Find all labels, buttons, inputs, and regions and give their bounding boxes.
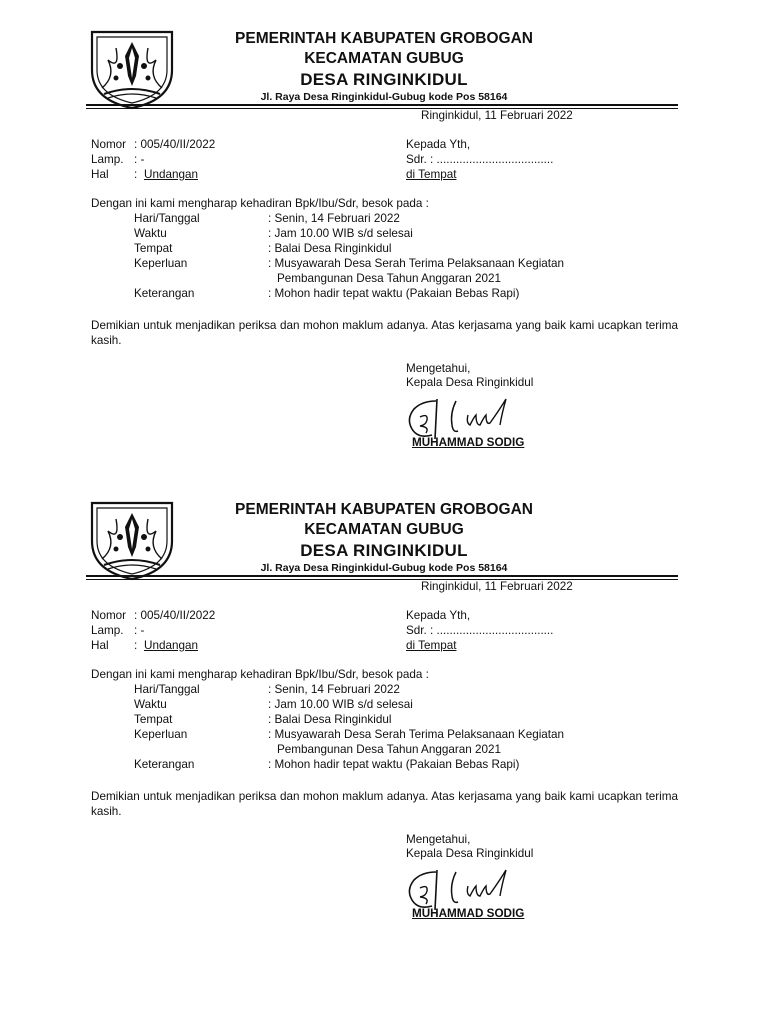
signature-acknowledged: Mengetahui,: [406, 362, 471, 375]
detail-label: Keterangan: [134, 287, 195, 300]
hal-colon: :: [134, 168, 138, 181]
lamp-value: : -: [134, 624, 145, 637]
header-village: DESA RINGINKIDUL: [300, 70, 468, 89]
closing-paragraph: Demikian untuk menjadikan periksa dan mohon maklum adanya. Atas kerjasama yang baik kami ucapkan terima kasih.: [91, 319, 678, 347]
nomor-value: : 005/40/II/2022: [134, 609, 216, 622]
signatory-name: MUHAMMAD SODIG: [412, 436, 525, 449]
header-address: Jl. Raya Desa Ringinkidul-Gubug kode Pos 58164: [260, 562, 508, 574]
nomor-label: Nomor: [91, 609, 127, 622]
regency-emblem-icon: [86, 26, 178, 112]
header-rule-thin: [86, 108, 678, 109]
hal-value: Undangan: [144, 168, 198, 181]
header-village: DESA RINGINKIDUL: [300, 541, 468, 560]
intro-text: Dengan ini kami mengharap kehadiran Bpk/Ibu/Sdr, besok pada :: [91, 668, 429, 681]
place-date: Ringinkidul, 11 Februari 2022: [421, 580, 573, 593]
intro-text: Dengan ini kami mengharap kehadiran Bpk/Ibu/Sdr, besok pada :: [91, 197, 429, 210]
invitation-letter: [0, 0, 768, 470]
lamp-label: Lamp.: [91, 153, 124, 166]
detail-label: Hari/Tanggal: [134, 212, 200, 225]
detail-value: : Balai Desa Ringinkidul: [268, 713, 392, 726]
detail-label: Keperluan: [134, 257, 188, 270]
regency-emblem-icon: [86, 497, 178, 583]
hal-value: Undangan: [144, 639, 198, 652]
detail-value: : Musyawarah Desa Serah Terima Pelaksanaan Kegiatan: [268, 728, 565, 741]
header-government: PEMERINTAH KABUPATEN GROBOGAN: [235, 30, 533, 47]
signature-title: Kepala Desa Ringinkidul: [406, 847, 534, 860]
detail-value: : Jam 10.00 WIB s/d selesai: [268, 698, 413, 711]
hal-colon: :: [134, 639, 138, 652]
header-address: Jl. Raya Desa Ringinkidul-Gubug kode Pos 58164: [260, 91, 508, 103]
header-rule-thick: [86, 104, 678, 106]
nomor-label: Nomor: [91, 138, 127, 151]
nomor-value: : 005/40/II/2022: [134, 138, 216, 151]
detail-value: : Musyawarah Desa Serah Terima Pelaksanaan Kegiatan: [268, 257, 565, 270]
detail-value: : Senin, 14 Februari 2022: [268, 212, 400, 225]
invitation-letter: [0, 471, 768, 941]
detail-value: : Mohon hadir tepat waktu (Pakaian Bebas Rapi): [268, 758, 520, 771]
detail-label: Tempat: [134, 713, 173, 726]
detail-value: : Senin, 14 Februari 2022: [268, 683, 400, 696]
recipient-name: Sdr. : ....................................: [406, 153, 554, 166]
lamp-label: Lamp.: [91, 624, 124, 637]
detail-label: Tempat: [134, 242, 173, 255]
hal-label: Hal: [91, 168, 109, 181]
recipient-name: Sdr. : ....................................: [406, 624, 554, 637]
detail-value: : Mohon hadir tepat waktu (Pakaian Bebas Rapi): [268, 287, 520, 300]
closing-paragraph: Demikian untuk menjadikan periksa dan mohon maklum adanya. Atas kerjasama yang baik kami ucapkan terima kasih.: [91, 790, 678, 818]
detail-value-continued: Pembangunan Desa Tahun Anggaran 2021: [277, 743, 501, 756]
detail-label: Waktu: [134, 227, 167, 240]
signature-acknowledged: Mengetahui,: [406, 833, 471, 846]
header-rule-thick: [86, 575, 678, 577]
detail-label: Keperluan: [134, 728, 188, 741]
recipient-greeting: Kepada Yth,: [406, 609, 471, 622]
signatory-name: MUHAMMAD SODIG: [412, 907, 525, 920]
header-district: KECAMATAN GUBUG: [304, 521, 464, 538]
signature-title: Kepala Desa Ringinkidul: [406, 376, 534, 389]
detail-label: Keterangan: [134, 758, 195, 771]
detail-value: : Jam 10.00 WIB s/d selesai: [268, 227, 413, 240]
recipient-greeting: Kepada Yth,: [406, 138, 471, 151]
detail-label: Waktu: [134, 698, 167, 711]
detail-label: Hari/Tanggal: [134, 683, 200, 696]
lamp-value: : -: [134, 153, 145, 166]
hal-label: Hal: [91, 639, 109, 652]
recipient-place: di Tempat: [406, 639, 457, 652]
detail-value: : Balai Desa Ringinkidul: [268, 242, 392, 255]
detail-value-continued: Pembangunan Desa Tahun Anggaran 2021: [277, 272, 501, 285]
place-date: Ringinkidul, 11 Februari 2022: [421, 109, 573, 122]
recipient-place: di Tempat: [406, 168, 457, 181]
header-district: KECAMATAN GUBUG: [304, 50, 464, 67]
header-government: PEMERINTAH KABUPATEN GROBOGAN: [235, 501, 533, 518]
header-rule-thin: [86, 579, 678, 580]
